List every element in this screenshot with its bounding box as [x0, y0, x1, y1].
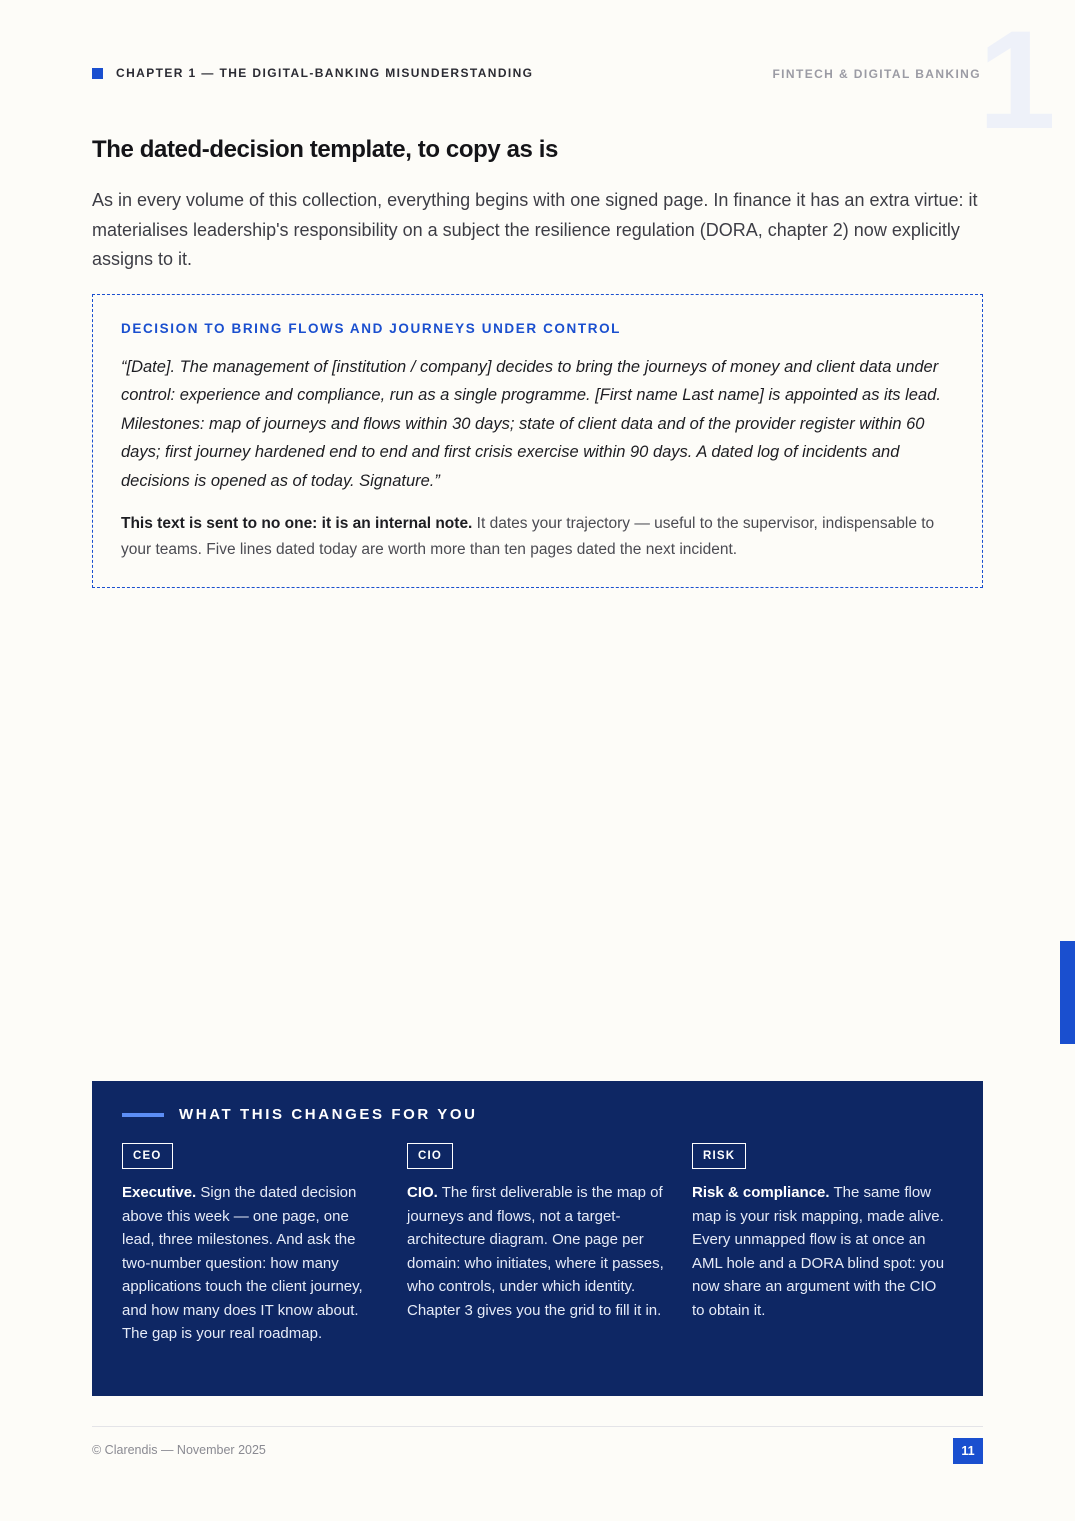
role-body-ceo: Sign the dated decision above this week — one page, one lead, three milestones. And ask the two-number question: how many applications touch the client journey, and how many does IT know about. The gap is your real roadmap.: [122, 1184, 363, 1342]
chapter-marker-square: [92, 68, 103, 79]
decision-note-body: It dates your trajectory — useful to the supervisor, indispensable to your teams. Five lines dated today are worth more than ten pages dated the next incident.: [121, 515, 935, 558]
footer-divider: [92, 1426, 983, 1427]
role-lead-cio: CIO.: [407, 1184, 438, 1201]
collection-running-header: FINTECH & DIGITAL BANKING: [772, 67, 981, 81]
chapter-side-tab: [1060, 941, 1075, 1044]
role-body-risk: The same flow map is your risk mapping, made alive. Every unmapped flow is at once an AML hole and a DORA blind spot: you now share an argument with the CIO to obtain it.: [692, 1184, 945, 1319]
chapter-running-header: CHAPTER 1 — THE DIGITAL-BANKING MISUNDERSTANDING: [116, 66, 534, 80]
role-text-ceo: [122, 1181, 380, 1346]
page-number-badge: 11: [953, 1438, 983, 1464]
section-title: The dated-decision template, to copy as is: [92, 136, 558, 163]
decision-quote: “[Date]. The management of [institution / company] decides to bring the journeys of money and client data under control: experience and compliance, run as a single programme. [First name Last name] is appointed as its lead. Milestones: map of journeys and flows within 30 days; state of client data and of the provider register within 60 days; first journey hardened end to end and first crisis exercise within 90 days. A dated log of incidents and decisions is opened as of today. Signature.”: [121, 358, 941, 490]
role-column-risk: [692, 1143, 950, 1322]
role-text-cio: [407, 1181, 665, 1322]
what-this-changes-panel: [92, 1081, 983, 1396]
panel-accent-rule: [122, 1113, 164, 1117]
role-column-cio: [407, 1143, 665, 1322]
role-badge-cio: CIO: [407, 1143, 453, 1169]
role-lead-ceo: Executive.: [122, 1184, 197, 1201]
role-lead-risk: Risk & compliance.: [692, 1184, 830, 1201]
role-badge-risk: RISK: [692, 1143, 746, 1169]
intro-paragraph: As in every volume of this collection, everything begins with one signed page. In finance it has an extra virtue: it materialises leadership's responsibility on a subject the resilience regulation (DORA, chapter 2) now explicitly assigns to it.: [92, 190, 978, 269]
decision-note: [121, 511, 961, 563]
role-column-ceo: [122, 1143, 380, 1346]
decision-note-lead: This text is sent to no one: it is an internal note.: [121, 515, 473, 532]
role-badge-ceo: CEO: [122, 1143, 173, 1169]
role-body-cio: The first deliverable is the map of journeys and flows, not a target-architecture diagram. One page per domain: who initiates, where it passes, who controls, under which identity. Chapter 3 gives you the grid to fill it in.: [407, 1184, 664, 1319]
decision-template-box: [92, 294, 983, 588]
role-text-risk: [692, 1181, 950, 1322]
panel-title: WHAT THIS CHANGES FOR YOU: [179, 1106, 478, 1123]
chapter-numeral-watermark: 1: [978, 1, 1056, 158]
decision-heading: DECISION TO BRING FLOWS AND JOURNEYS UNDER CONTROL: [121, 321, 622, 336]
footer-copyright: © Clarendis — November 2025: [92, 1443, 266, 1457]
